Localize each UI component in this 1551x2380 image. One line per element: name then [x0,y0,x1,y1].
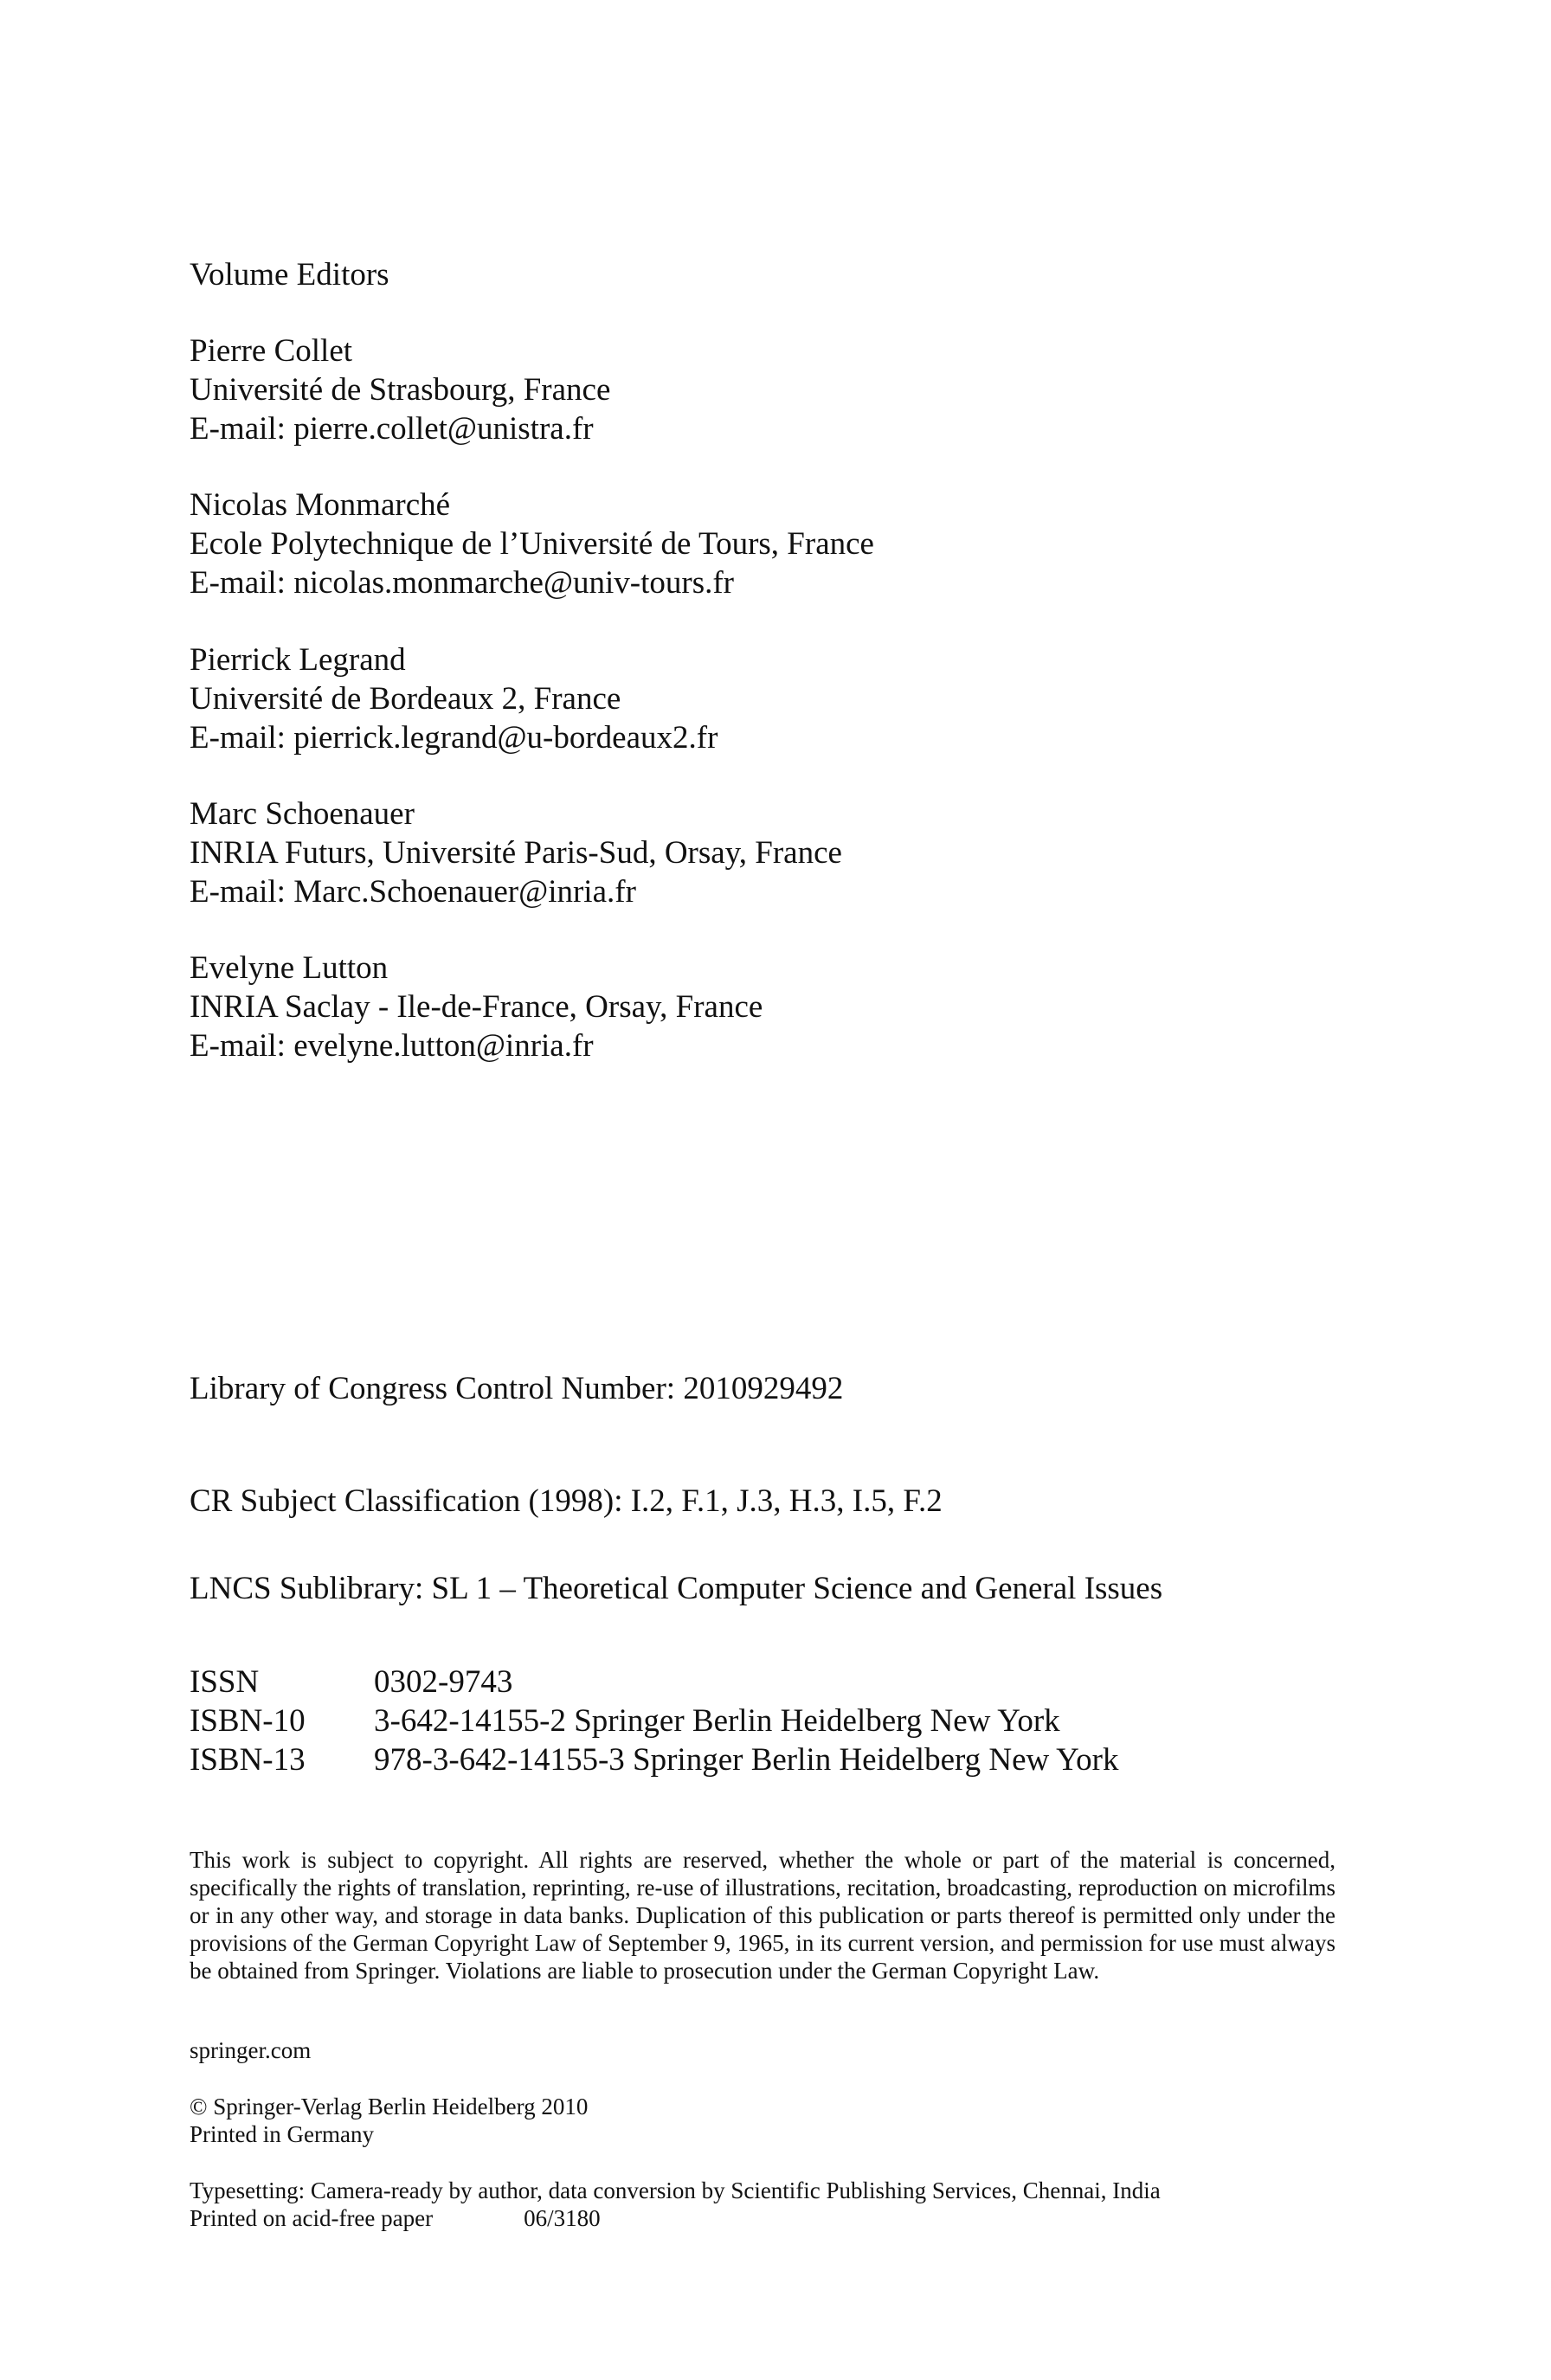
identifier-value: 3-642-14155-2 Springer Berlin Heidelberg New York [374,1703,1060,1739]
editor-email: E-mail: Marc.Schoenauer@inria.fr [190,874,636,910]
editor-entry [190,640,718,757]
editor-name: Marc Schoenauer [190,796,415,832]
cr-classification: CR Subject Classification (1998): I.2, F.1, J.3, H.3, I.5, F.2 [190,1483,943,1519]
copyright-line: © Springer-Verlag Berlin Heidelberg 2010 [190,2094,589,2119]
editor-affiliation: Université de Strasbourg, France [190,372,611,408]
editor-affiliation: Ecole Polytechnique de l’Université de Tours, France [190,526,874,562]
print-code: 06/3180 [524,2205,601,2231]
editor-email: E-mail: pierrick.legrand@u-bordeaux2.fr [190,720,718,756]
editor-affiliation: INRIA Saclay - Ile-de-France, Orsay, France [190,989,763,1025]
editor-name: Pierrick Legrand [190,642,406,678]
publisher-website: springer.com [190,2037,312,2063]
editor-name: Pierre Collet [190,333,353,369]
editor-email: E-mail: evelyne.lutton@inria.fr [190,1028,594,1064]
typesetting-line: Typesetting: Camera-ready by author, data conversion by Scientific Publishing Services, Chennai, India [190,2177,1161,2203]
identifier-label: ISBN-13 [190,1742,306,1778]
identifier-row [190,1663,1118,1701]
paper-line [190,2204,1335,2232]
copyright-block [190,2093,1335,2148]
identifier-row [190,1701,1118,1740]
lncs-sublibrary: LNCS Sublibrary: SL 1 – Theoretical Computer Science and General Issues [190,1571,1163,1606]
editor-entry [190,794,842,911]
editor-entry [190,486,874,602]
editor-affiliation: Université de Bordeaux 2, France [190,681,621,717]
identifier-label: ISSN [190,1664,260,1700]
lccn: Library of Congress Control Number: 2010929492 [190,1371,844,1406]
copyright-notice: This work is subject to copyright. All rights are reserved, whether the whole or part of the material is concerned, specifically the rights of translation, reprinting, re-use of illustrations, recitation, broadcasting, reproduction on microfilms or in any other way, and storage in data banks. Duplication of this publication or parts thereof is permitted only under the provisions of the German Copyright Law of September 9, 1965, in its current version, and permission for use must always be obtained from Springer. Violations are liable to prosecution under the German Copyright Law. [190,1847,1335,1984]
identifier-label: ISBN-10 [190,1703,306,1739]
identifiers-table [190,1663,1118,1779]
editor-name: Evelyne Lutton [190,950,389,986]
editor-entry [190,331,610,448]
identifier-row [190,1740,1118,1779]
printed-in: Printed in Germany [190,2121,374,2147]
editor-entry [190,949,763,1065]
editors-heading: Volume Editors [190,257,389,293]
typesetting-block [190,2177,1335,2232]
editor-affiliation: INRIA Futurs, Université Paris-Sud, Orsay, France [190,835,842,871]
paper-info: Printed on acid-free paper [190,2205,434,2231]
identifier-value: 978-3-642-14155-3 Springer Berlin Heidelberg New York [374,1742,1119,1778]
editor-email: E-mail: nicolas.monmarche@univ-tours.fr [190,565,734,601]
editor-name: Nicolas Monmarché [190,487,451,523]
editor-email: E-mail: pierre.collet@unistra.fr [190,411,594,447]
identifier-value: 0302-9743 [374,1664,513,1700]
